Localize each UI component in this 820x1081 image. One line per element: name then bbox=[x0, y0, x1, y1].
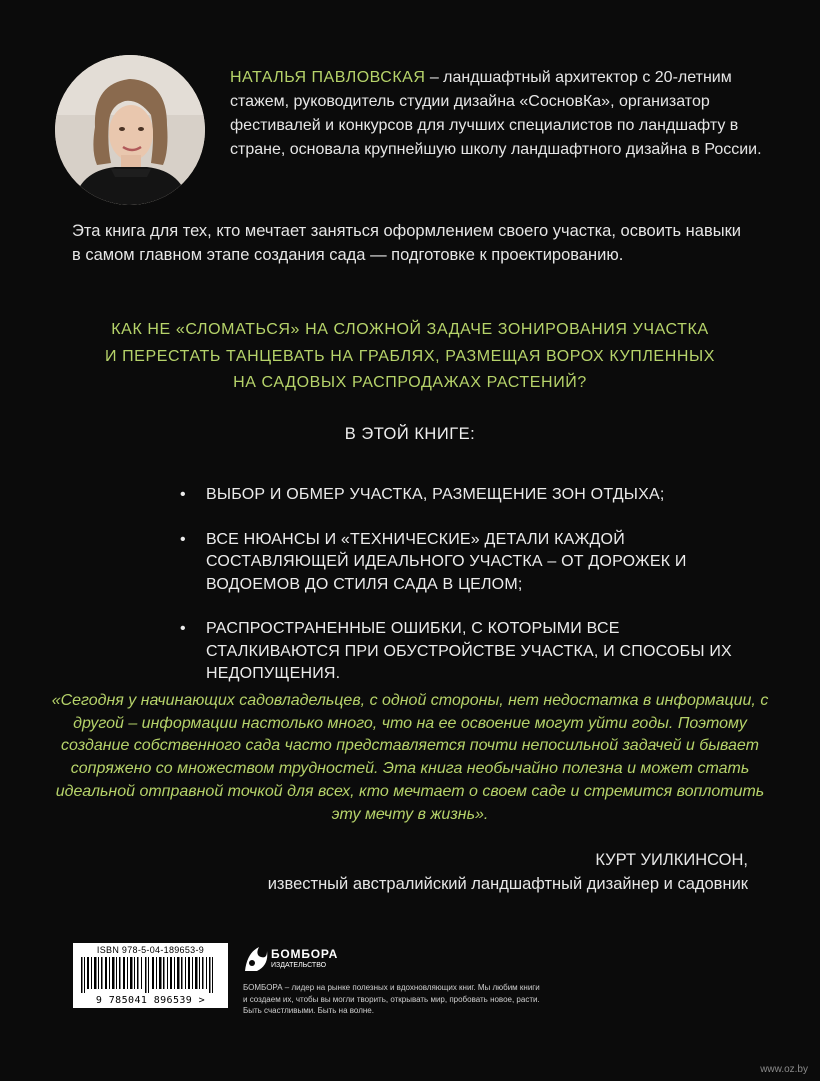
isbn-barcode bbox=[73, 943, 228, 1008]
question-heading bbox=[40, 317, 780, 397]
barcode-bars bbox=[79, 957, 222, 993]
author-name: НАТАЛЬЯ ПАВЛОВСКАЯ bbox=[230, 69, 426, 86]
list-item-text: ВЫБОР И ОБМЕР УЧАСТКА, РАЗМЕЩЕНИЕ ЗОН ОТДЫХА; bbox=[206, 486, 665, 503]
question-line: И ПЕРЕСТАТЬ ТАНЦЕВАТЬ НА ГРАБЛЯХ, РАЗМЕЩАЯ ВОРОХ КУПЛЕННЫХ bbox=[104, 347, 716, 365]
bullet-icon: • bbox=[180, 486, 186, 503]
bullet-icon: • bbox=[180, 530, 186, 548]
list-item bbox=[178, 618, 738, 686]
author-photo bbox=[55, 55, 205, 205]
list-item bbox=[178, 484, 738, 507]
author-bio bbox=[230, 66, 770, 162]
publisher-description: БОМБОРА – лидер на рынке полезных и вдохновляющих книг. Мы любим книги и создаем их, чтобы вы могли творить, открывать мир, пробовать новое, расти. Быть счастливыми. Быть на волне. bbox=[243, 983, 540, 1015]
publisher-sub: ИЗДАТЕЛЬСТВО bbox=[271, 962, 327, 969]
list-item bbox=[178, 529, 738, 597]
attribution-name: КУРТ УИЛКИНСОН, bbox=[595, 851, 748, 869]
attribution-title: известный австралийский ландшафтный дизайнер и садовник bbox=[267, 875, 748, 893]
question-line: НА САДОВЫХ РАСПРОДАЖАХ РАСТЕНИЙ? bbox=[233, 374, 587, 391]
testimonial-quote: «Сегодня у начинающих садовладельцев, с одной стороны, нет недостатка в информации, с другой – информации настолько много, что на ее освоение могут уйти годы. Поэтому создание собственного сада часто представляется почти непосильной задачей и бывает сопряжено со множеством трудностей. Эта книга необычайно полезна и может стать идеальной отправной точкой для всех, кто мечтает о своем саде и стремится воплотить эту мечту в жизнь». bbox=[51, 692, 769, 823]
barcode-digits: 9 785041 896539 > bbox=[95, 995, 206, 1006]
watermark: www.oz.by bbox=[760, 1064, 808, 1075]
in-book-heading: В ЭТОЙ КНИГЕ: bbox=[344, 425, 476, 443]
intro-paragraph: Эта книга для тех, кто мечтает заняться оформлением своего участка, освоить навыки в самом главном этапе создания сада — подготовке к проектированию. bbox=[72, 222, 741, 264]
quote-attribution bbox=[268, 848, 748, 896]
publisher-brand: БОМБОРА bbox=[271, 947, 339, 961]
bullet-icon: • bbox=[180, 620, 186, 637]
feature-list bbox=[178, 484, 738, 708]
question-line: КАК НЕ «СЛОМАТЬСЯ» НА СЛОЖНОЙ ЗАДАЧЕ ЗОНИРОВАНИЯ УЧАСТКА bbox=[111, 321, 709, 338]
author-bio-text: – ландшафтный архитектор с 20-летним стажем, руководитель студии дизайна «СосновКа», организатор фестивалей и конкурсов для лучших специалистов по ландшафту в стране, основала крупнейшую школу ландшафтного дизайна в России. bbox=[230, 69, 762, 158]
bombora-wave-icon bbox=[243, 943, 269, 973]
publisher-logo bbox=[243, 943, 339, 978]
list-item-text: РАСПРОСТРАНЕННЫЕ ОШИБКИ, С КОТОРЫМИ ВСЕ СТАЛКИВАЮТСЯ ПРИ ОБУСТРОЙСТВЕ УЧАСТКА, И СПОСОБЫ ИХ НЕДОПУЩЕНИЯ. bbox=[206, 620, 732, 682]
isbn-label: ISBN 978-5-04-189653-9 bbox=[96, 945, 205, 955]
list-item-text: ВСЕ НЮАНСЫ И «ТЕХНИЧЕСКИЕ» ДЕТАЛИ КАЖДОЙ СОСТАВЛЯЮЩЕЙ ИДЕАЛЬНОГО УЧАСТКА – ОТ ДОРОЖЕК И ВОДОЕМОВ ДО СТИЛЯ САДА В ЦЕЛОМ; bbox=[206, 530, 687, 593]
